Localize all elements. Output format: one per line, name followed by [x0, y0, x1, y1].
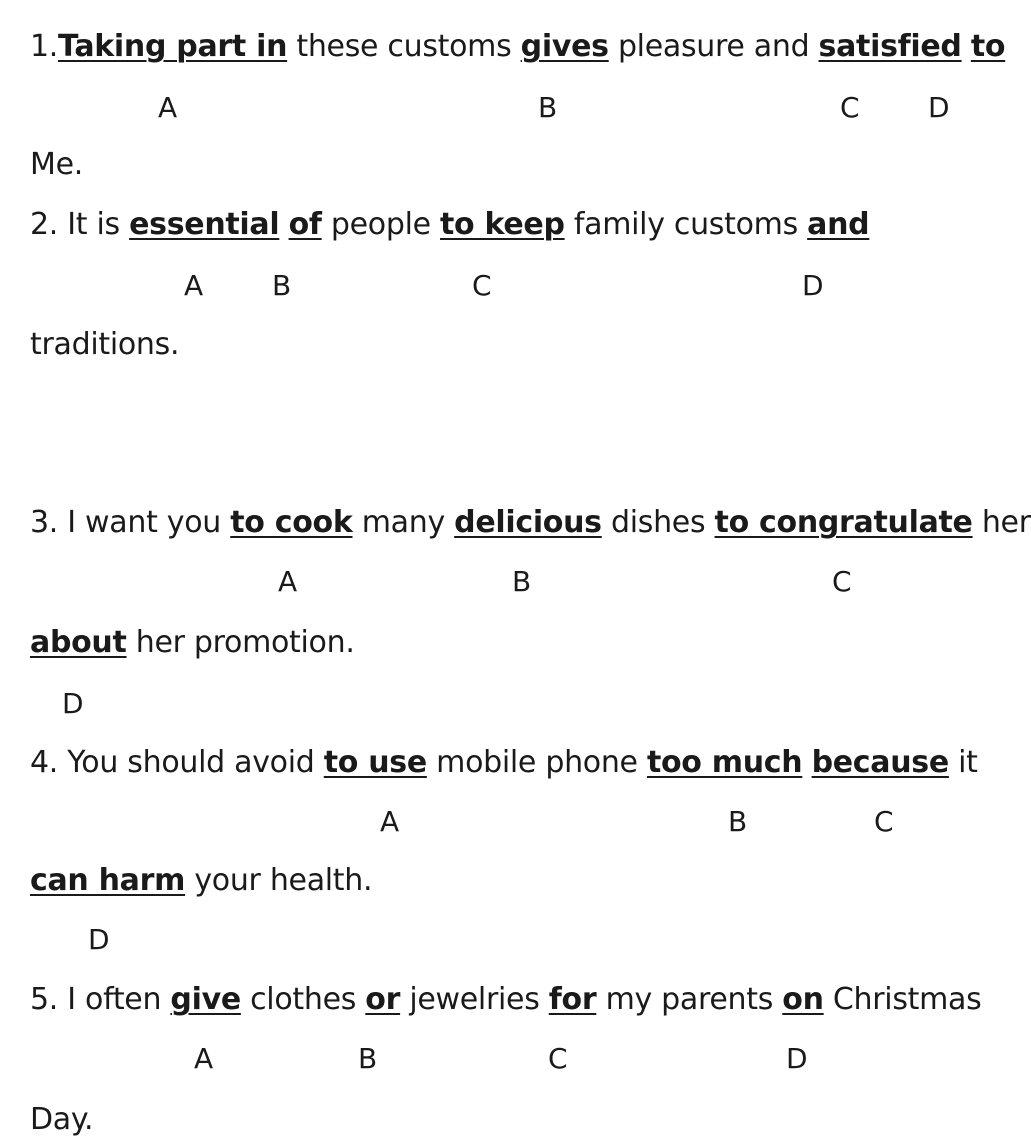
q5-label-b: B [358, 1042, 378, 1075]
q1-continuation: Me. [30, 147, 83, 182]
q2-text [279, 207, 288, 242]
q2-text: 2. It is [30, 207, 130, 242]
q2-option-d-phrase: and [807, 207, 870, 242]
question-3-line-2 [30, 625, 355, 660]
q3-text: many [352, 505, 455, 540]
q3-label-d: D [62, 687, 84, 720]
q2-text: people [321, 207, 441, 242]
q1-number: 1. [30, 29, 59, 64]
q5-option-b-phrase: or [365, 982, 401, 1017]
q5-option-d-phrase: on [782, 982, 824, 1017]
q4-label-c: C [874, 805, 894, 838]
q2-label-a: A [184, 269, 204, 302]
q2-option-b-phrase: of [288, 207, 322, 242]
q4-option-b-phrase: too much [646, 745, 803, 780]
q1-label-b: B [538, 91, 558, 124]
q5-option-a-phrase: give [170, 982, 241, 1017]
q4-option-a-phrase: to use [323, 745, 427, 780]
q3-continuation: her promotion. [126, 625, 355, 660]
question-2-line-1 [30, 207, 870, 242]
q3-label-c: C [832, 565, 852, 598]
q5-option-c-phrase: for [548, 982, 597, 1017]
q3-option-c-phrase: to congratulate [714, 505, 973, 540]
q4-text [802, 745, 811, 780]
q5-label-a: A [194, 1042, 214, 1075]
q3-option-b-phrase: delicious [454, 505, 602, 540]
q1-label-c: C [840, 91, 860, 124]
q3-label-a: A [278, 565, 298, 598]
q5-text: Christmas [823, 982, 982, 1017]
q2-option-c-phrase: to keep [440, 207, 565, 242]
q3-text: dishes [601, 505, 715, 540]
q5-text: 5. I often [30, 982, 171, 1017]
q5-text: clothes [240, 982, 366, 1017]
q1-option-b-phrase: gives [520, 29, 609, 64]
question-3-line-1 [30, 505, 1031, 540]
q4-continuation: your health. [185, 863, 373, 898]
question-5-line-2 [30, 1102, 94, 1137]
q3-text: her [972, 505, 1031, 540]
q1-option-d-phrase: to [970, 29, 1006, 64]
question-1-line-2 [30, 147, 83, 182]
q1-text: pleasure and [608, 29, 819, 64]
question-1-line-1 [30, 29, 1006, 64]
q4-option-c-phrase: because [811, 745, 949, 780]
q2-label-c: C [472, 269, 492, 302]
q3-label-b: B [512, 565, 532, 598]
q2-label-b: B [272, 269, 292, 302]
q4-text: mobile phone [426, 745, 647, 780]
q3-option-a-phrase: to cook [230, 505, 353, 540]
q4-text: it [948, 745, 978, 780]
question-2-line-2 [30, 327, 180, 362]
question-4-line-1 [30, 745, 978, 780]
q2-label-d: D [802, 269, 824, 302]
q4-text: 4. You should avoid [30, 745, 324, 780]
q2-option-a-phrase: essential [129, 207, 280, 242]
q4-label-d: D [88, 923, 110, 956]
q4-label-a: A [380, 805, 400, 838]
question-4-line-2 [30, 863, 373, 898]
q2-text: family customs [564, 207, 808, 242]
q3-option-d-phrase: about [30, 625, 127, 660]
q5-text: jewelries [400, 982, 549, 1017]
q1-text: these customs [287, 29, 521, 64]
q3-text: 3. I want you [30, 505, 231, 540]
q5-text: my parents [596, 982, 783, 1017]
q1-text [962, 29, 971, 64]
question-5-line-1 [30, 982, 982, 1017]
q5-label-c: C [548, 1042, 568, 1075]
q1-option-a-phrase: Taking part in [58, 29, 288, 64]
q1-option-c-phrase: satisfied [818, 29, 962, 64]
q4-option-d-phrase: can harm [30, 863, 186, 898]
q1-label-d: D [928, 91, 950, 124]
q5-continuation: Day. [30, 1102, 94, 1137]
q4-label-b: B [728, 805, 748, 838]
q5-label-d: D [786, 1042, 808, 1075]
q2-continuation: traditions. [30, 327, 180, 362]
q1-label-a: A [158, 91, 178, 124]
